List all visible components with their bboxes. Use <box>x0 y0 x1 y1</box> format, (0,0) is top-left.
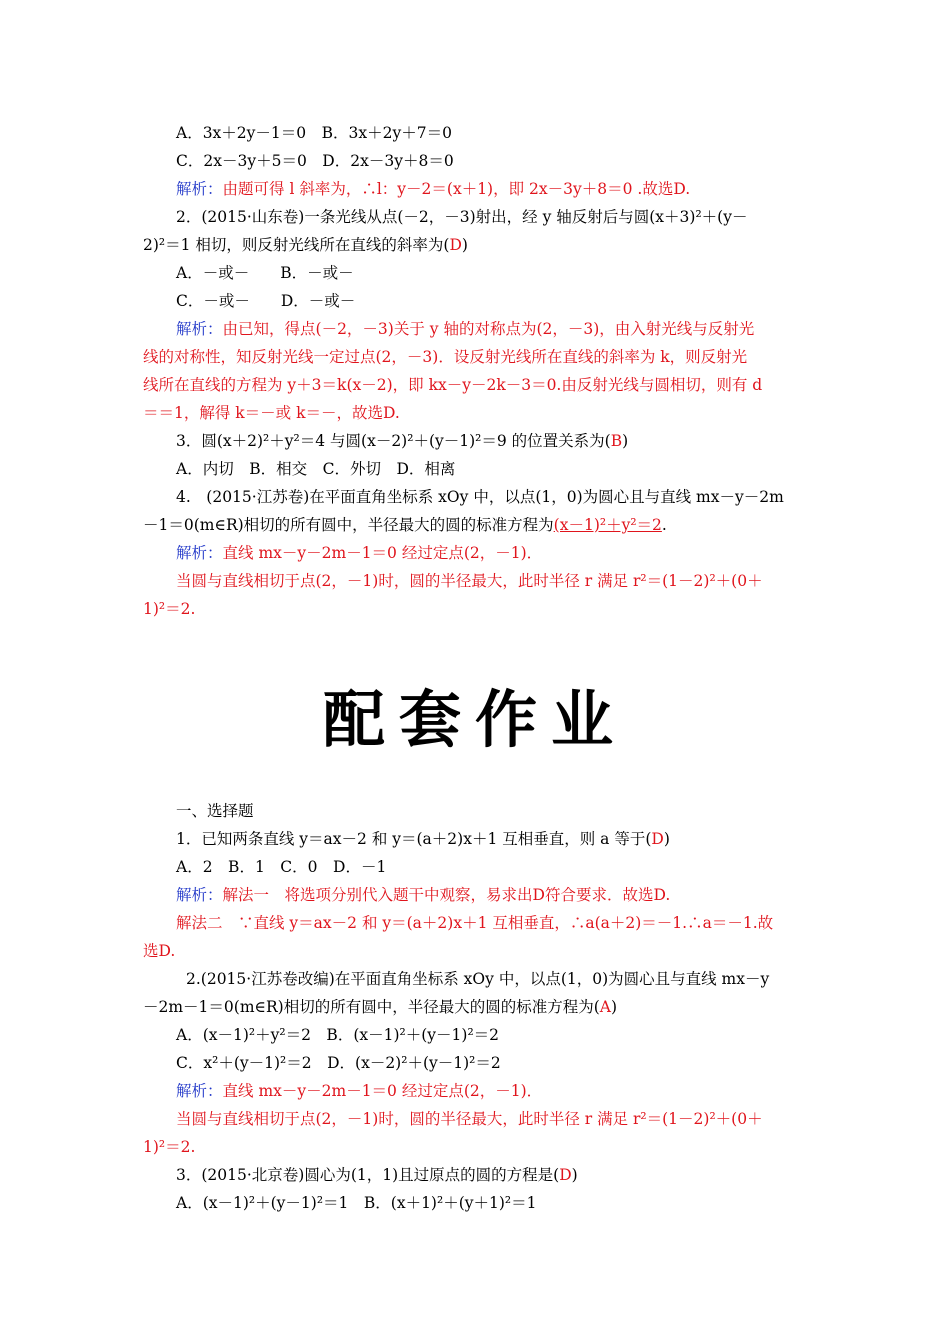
b1-solution-line3: 选D. <box>143 942 176 960</box>
q2-stem-close: ) <box>461 236 468 254</box>
q4-solution-line3: 1)²＝2. <box>143 600 196 618</box>
b1-answer: D <box>651 830 664 848</box>
q4-solution-line2: 当圆与直线相切于点(2，－1)时，圆的半径最大，此时半径 r 满足 r²＝(1－2)²＋(0＋ <box>176 572 763 590</box>
solution-text: 直线 mx－y－2m－1＝0 经过定点(2，－1)． <box>222 544 543 562</box>
q1-options-cd: C．2x－3y＋5＝0 D．2x－3y＋8＝0 <box>176 152 454 170</box>
b2-options-cd: C．x²＋(y－1)²＝2 D．(x－2)²＋(y－1)²＝2 <box>176 1054 501 1072</box>
b3-stem-text: 3．(2015·北京卷)圆心为(1，1)且过原点的圆的方程是( <box>176 1166 560 1184</box>
b2-answer: A <box>599 998 611 1016</box>
b1-solution-line1 <box>176 885 670 905</box>
q4-answer: (x－1)²＋y²＝2 <box>553 516 662 534</box>
solution-text: 由已知，得点(－2，－3)关于 y 轴的对称点为(2，－3)，由入射光线与反射光 <box>222 320 755 338</box>
q2-solution-line2: 线的对称性，知反射光线一定过点(2，－3)．设反射光线所在直线的斜率为 k，则反射光 <box>143 348 748 366</box>
q3-stem-close: ) <box>622 432 629 450</box>
b2-stem-text: －2m－1＝0(m∈R)相切的所有圆中，半径最大的圆的标准方程为( <box>143 998 600 1016</box>
q4-stem-line2 <box>143 515 667 535</box>
solution-label: 解析： <box>176 320 223 338</box>
q3-stem <box>176 431 628 451</box>
solution-label: 解析： <box>176 180 223 198</box>
b1-options: A．2 B．1 C．0 D．－1 <box>176 858 387 876</box>
b3-stem-close: ) <box>571 1166 578 1184</box>
b3-answer: D <box>559 1166 572 1184</box>
solution-label: 解析： <box>176 544 223 562</box>
q4-solution-line1 <box>176 543 542 563</box>
q3-stem-text: 3．圆(x＋2)²＋y²＝4 与圆(x－2)²＋(y－1)²＝9 的位置关系为( <box>176 432 611 450</box>
solution-text: 由题可得 l 斜率为，∴l：y－2＝(x＋1)，即 2x－3y＋8＝0 .故选D. <box>222 180 691 198</box>
b1-stem <box>176 829 670 849</box>
section-heading: 配套作业 <box>322 683 627 756</box>
q2-stem-line2 <box>143 235 468 255</box>
b2-solution-line2: 当圆与直线相切于点(2，－1)时，圆的半径最大，此时半径 r 满足 r²＝(1－2)²＋(0＋ <box>176 1110 763 1128</box>
b2-solution-line3: 1)²＝2. <box>143 1138 196 1156</box>
b1-stem-close: ) <box>663 830 670 848</box>
b1-stem-text: 1．已知两条直线 y＝ax－2 和 y＝(a＋2)x＋1 互相垂直，则 a 等于( <box>176 830 652 848</box>
q2-options-cd: C．－或－ D．－或－ <box>176 292 356 310</box>
b3-stem <box>176 1165 578 1185</box>
q4-stem-close: . <box>661 516 667 534</box>
q2-stem-text: 2)²＝1 相切，则反射光线所在直线的斜率为( <box>143 236 450 254</box>
b2-stem-line2 <box>143 997 617 1017</box>
b1-solution-line2: 解法二 ∵直线 y＝ax－2 和 y＝(a＋2)x＋1 互相垂直，∴a(a＋2)＝－1.∴a＝－1.故 <box>176 914 774 932</box>
solution-text: 直线 mx－y－2m－1＝0 经过定点(2，－1)． <box>222 1082 543 1100</box>
q1-solution <box>176 179 690 199</box>
q2-stem-line1: 2．(2015·山东卷)一条光线从点(－2，－3)射出，经 y 轴反射后与圆(x＋3)²＋(y－ <box>176 208 748 226</box>
section-title: 一、选择题 <box>176 802 254 820</box>
q3-options: A．内切 B．相交 C．外切 D．相离 <box>176 460 456 478</box>
q2-solution-line1 <box>176 319 754 339</box>
q2-options-ab: A．－或－ B．－或－ <box>176 264 354 282</box>
q2-solution-line3: 线所在直线的方程为 y＋3＝k(x－2)，即 kx－y－2k－3＝0.由反射光线与圆相切，则有 d <box>143 376 763 394</box>
solution-label: 解析： <box>176 1082 223 1100</box>
b2-stem-close: ) <box>610 998 618 1016</box>
b2-stem-line1: 2.(2015·江苏卷改编)在平面直角坐标系 xOy 中，以点(1，0)为圆心且与直线 mx－y <box>186 970 770 988</box>
solution-label: 解析： <box>176 886 223 904</box>
b3-options-ab: A．(x－1)²＋(y－1)²＝1 B．(x＋1)²＋(y＋1)²＝1 <box>176 1194 537 1212</box>
solution-text: 解法一 将选项分别代入题干中观察，易求出D符合要求．故选D. <box>222 886 671 904</box>
b2-solution-line1 <box>176 1081 542 1101</box>
q1-options-ab: A．3x＋2y－1＝0 B．3x＋2y＋7＝0 <box>176 124 452 142</box>
q4-stem-line1: 4. (2015·江苏卷)在平面直角坐标系 xOy 中，以点(1，0)为圆心且与直线 mx－y－2m <box>176 488 784 506</box>
q4-stem-text: －1＝0(m∈R)相切的所有圆中，半径最大的圆的标准方程为 <box>143 516 554 534</box>
b2-options-ab: A．(x－1)²＋y²＝2 B．(x－1)²＋(y－1)²＝2 <box>176 1026 500 1044</box>
q3-answer: B <box>610 432 623 450</box>
q2-answer: D <box>449 236 462 254</box>
q2-solution-line4: ＝＝1，解得 k＝－或 k＝－，故选D. <box>143 404 400 422</box>
